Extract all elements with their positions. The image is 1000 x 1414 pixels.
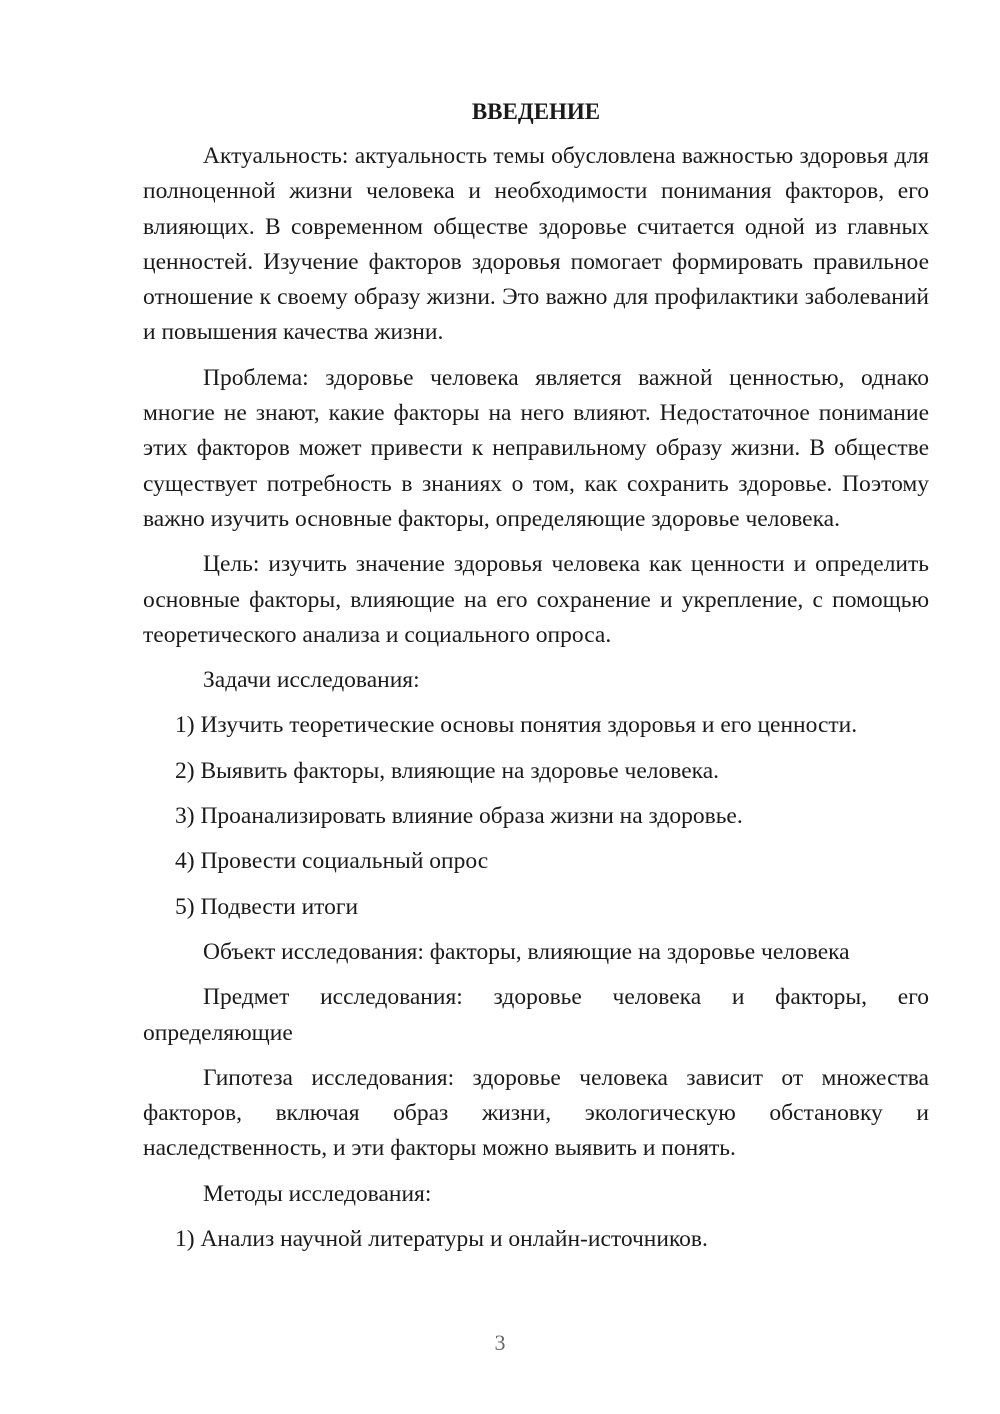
- tasks-label: Задачи исследования:: [203, 667, 420, 694]
- methods-label: Методы исследования:: [203, 1180, 432, 1207]
- paragraph-goal: Цель: изучить значение здоровья человека как ценности и определить основные факторы, влияющие на его сохранение и укрепление, с помощью теоретического анализа и социального опроса.: [143, 551, 929, 648]
- list-item: 1) Анализ научной литературы и онлайн-источников.: [175, 1226, 708, 1253]
- page-number: 3: [494, 1330, 506, 1355]
- document-page: [143, 94, 929, 1267]
- list-item: 1) Изучить теоретические основы понятия здоровья и его ценности.: [175, 712, 858, 739]
- list-item: 4) Провести социальный опрос: [175, 848, 489, 875]
- list-item: 2) Выявить факторы, влияющие на здоровье человека.: [175, 757, 719, 784]
- paragraph-relevance: Актуальность: актуальность темы обусловлена важностью здоровья для полноценной жизни человека и необходимости понимания факторов, его влияющих. В современном обществе здоровье считается одной из главных ценностей. Изучение факторов здоровья помогает формировать правильное отношение к своему образу жизни. Это важно для профилактики заболеваний и повышения качества жизни.: [143, 143, 929, 346]
- tasks-list: [143, 708, 929, 924]
- list-item: 3) Проанализировать влияние образа жизни на здоровье.: [175, 803, 743, 830]
- list-item: 5) Подвести итоги: [175, 893, 359, 920]
- paragraph-hypothesis: Гипотеза исследования: здоровье человека зависит от множества факторов, включая образ жизни, экологическую обстановку и наследственность, и эти факторы можно выявить и понять.: [143, 1064, 929, 1162]
- paragraph-object: Объект исследования: факторы, влияющие на здоровье человека: [203, 938, 850, 965]
- paragraph-subject: Предмет исследования: здоровье человека и факторы, его определяющие: [143, 984, 929, 1046]
- paragraph-problem: Проблема: здоровье человека является важной ценностью, однако многие не знают, какие факторы на него влияют. Недостаточное понимание этих факторов может привести к неправильному образу жизни. В обществе существует потребность в знаниях о том, как сохранить здоровье. Поэтому важно изучить основные факторы, определяющие здоровье человека.: [143, 364, 929, 532]
- section-title: ВВЕДЕНИЕ: [471, 99, 601, 124]
- methods-list: [143, 1222, 929, 1257]
